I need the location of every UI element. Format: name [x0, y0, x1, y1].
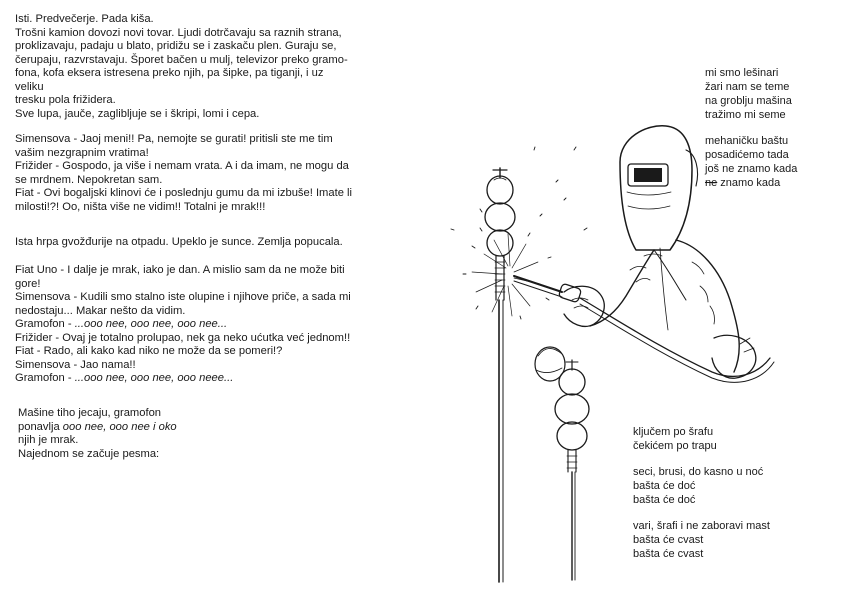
text-line: Frižider - Gospodo, ja više i nemam vrata. A i da imam, ne mogu da	[15, 160, 349, 172]
struck-word: ne	[705, 177, 718, 189]
text-line: Simensova - Jaoj meni!! Pa, nemojte se gurati! pritisli ste me tim	[15, 133, 333, 145]
text-line: fona, kofa eksera istresena preko njih, pa šipke, pa tiganji, i uz veliku	[15, 67, 324, 93]
speaker: Gramofon -	[15, 372, 75, 384]
dialogue-first	[15, 133, 355, 214]
text-line: se mrdnem. Nepokretan sam.	[15, 173, 163, 186]
poem-line: bašta će doć	[633, 494, 696, 506]
text-line: Fiat - Rado, ali kako kad niko ne može da se pomeri!?	[15, 345, 283, 357]
poem-verse-top	[705, 66, 797, 190]
poem-line: ključem po šrafu	[633, 426, 714, 438]
sung-line: ooo nee, ooo nee i oko	[62, 420, 177, 433]
text-line: Ista hrpa gvožđurije na otpadu. Upeklo je sunce. Zemlja popucala.	[15, 236, 343, 248]
poem-line: seci, brusi, do kasno u noć	[633, 466, 764, 478]
poem-line: tražimo mi seme	[705, 109, 786, 121]
text-line: Mašine tiho jecaju, gramofon	[18, 407, 162, 419]
poem-line: mehaničku baštu	[705, 135, 789, 147]
right-page	[424, 0, 848, 600]
poem-line: žari nam se teme	[705, 81, 790, 93]
text-line	[15, 372, 355, 386]
text-line: Trošni kamion dovozi novi tovar. Ljudi dotrčavaju sa raznih strana,	[15, 26, 342, 39]
poem-line: još ne znamo kada	[705, 163, 798, 175]
text-line: Frižider - Ovaj je totalno prolupao, nek ga neko ućutka već jednom!!	[15, 331, 351, 344]
speaker: Gramofon -	[15, 318, 75, 330]
stage-direction-song	[18, 407, 358, 461]
text-line: ponavlja ooo nee, ooo nee i oko	[18, 420, 177, 433]
poem-line: bašta će cvast	[633, 548, 704, 560]
text-line: njih je mrak.	[18, 434, 79, 446]
poem-line: posadićemo tada	[705, 149, 789, 161]
text-line: Isti. Predvečerje. Pada kiša.	[15, 13, 154, 25]
poem-line: čekićem po trapu	[633, 440, 717, 452]
poem-line: na groblju mašina	[705, 95, 792, 107]
poem-line: bašta će doć	[633, 480, 696, 492]
text-line: Fiat - Ovi bogaljski klinovi će i poslednju gumu da mi izbuše! Imate li	[15, 187, 353, 199]
text-line: proklizavaju, padaju u blato, pridižu se i zaskaču plen. Guraju se,	[15, 40, 337, 52]
dialogue-second	[15, 264, 355, 386]
sung-line: ...ooo nee, ooo nee, ooo neee...	[74, 372, 234, 384]
text-line: Sve lupa, jauče, zaglibljuje se i škripi, lomi i cepa.	[15, 107, 260, 120]
poem-line: vari, šrafi i ne zaboravi mast	[633, 520, 770, 532]
poem-verse-bottom	[633, 425, 770, 561]
stage-direction-rain	[15, 13, 355, 121]
text-line: čerupaju, razvrstavaju. Šporet bačen u mulj, televizor preko gramo-	[15, 53, 348, 66]
text-line: gore!	[15, 277, 41, 290]
text-line: Najednom se začuje pesma:	[18, 447, 160, 460]
poem-line: mi smo lešinari	[705, 67, 779, 79]
text-line: vašim nezgrapnim vratima!	[15, 146, 149, 159]
poem-line: bašta će cvast	[633, 534, 704, 546]
stage-direction-sun	[15, 236, 355, 250]
text-line: tresku pola frižidera.	[15, 94, 116, 106]
text-line: milosti!?! Oo, ništa više ne vidim!! Totalni je mrak!!!	[15, 200, 266, 213]
text-line: nedostaju... Makar nešto da vidim.	[15, 304, 186, 317]
poem-line: ne znamo kada	[705, 177, 781, 189]
sung-line: ...ooo nee, ooo nee, ooo nee...	[74, 318, 228, 330]
text-line: Simensova - Jao nama!!	[15, 358, 136, 371]
text-line	[15, 318, 355, 332]
text-line: Fiat Uno - I dalje je mrak, iako je dan. A mislio sam da ne može biti	[15, 264, 345, 276]
text-line: Simensova - Kudili smo stalno iste olupine i njihove priče, a sada mi	[15, 291, 351, 303]
